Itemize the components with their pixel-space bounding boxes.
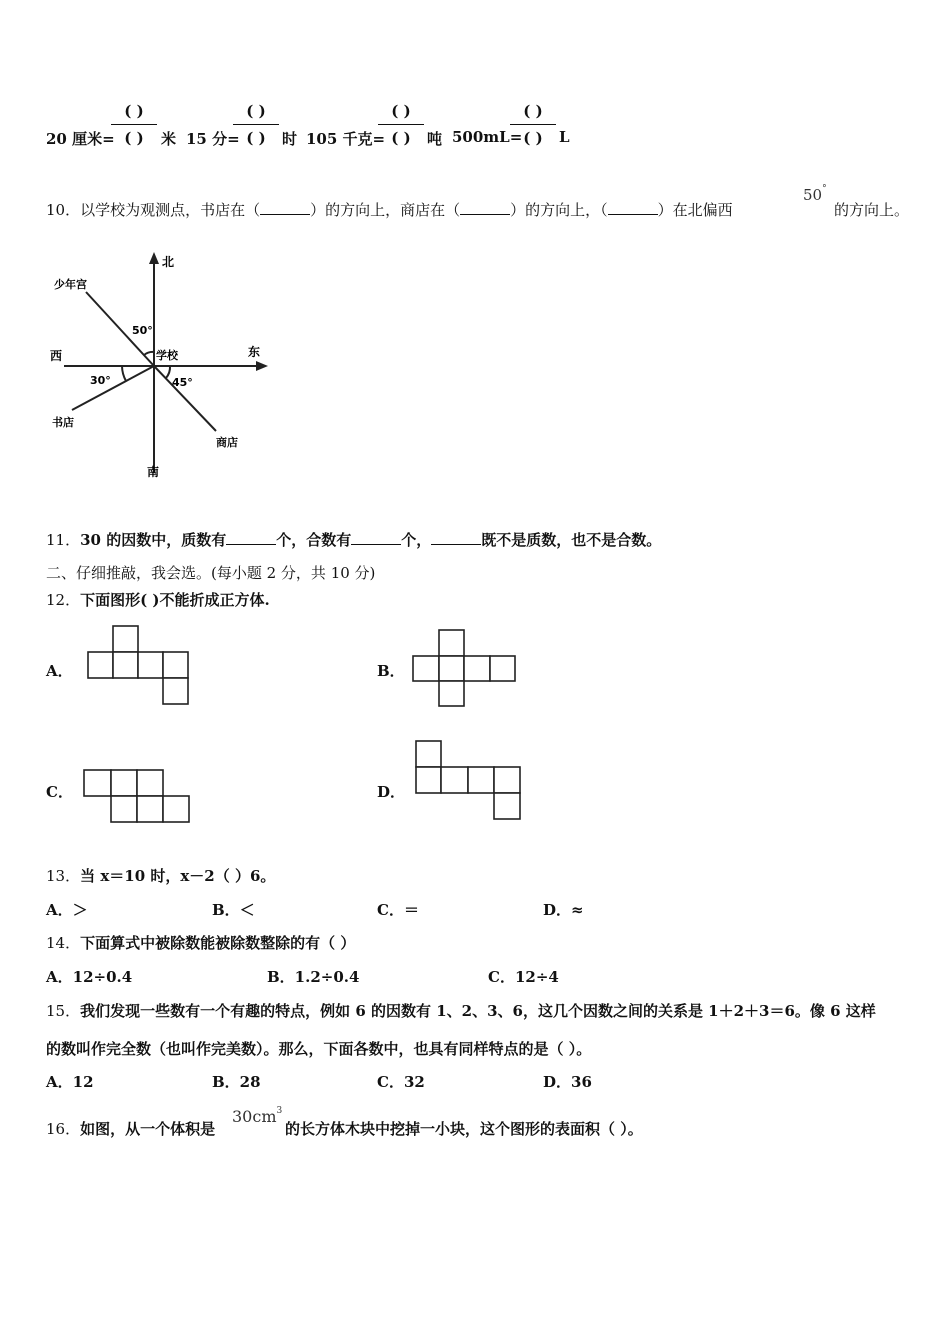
q14-option-c[interactable]: C．12÷4 [488,968,559,986]
q10-blank-2[interactable] [460,202,510,215]
q9-item-1-fraction [111,100,157,149]
label-east: 东 [248,345,261,359]
label-youth-palace: 少年宫 [54,278,87,291]
q10-part1: 以学校为观测点，书店在（ [80,201,261,219]
q9-item-4-numerator[interactable]: ( ) [523,102,543,120]
q10-angle-value: 50 [803,186,823,204]
label-angle-30: 30° [90,374,111,387]
q9-item-4-lhs: 500mL= [452,128,523,146]
q12-option-b-label[interactable]: B． [377,662,405,680]
label-north: 北 [162,255,175,269]
q11-part4: 既不是质数，也不是合数。 [481,531,662,549]
east-arrow-icon [256,361,268,371]
north-arrow-icon [149,252,159,264]
q10-text [46,199,733,220]
q13-option-d[interactable]: D．≈ [543,901,584,919]
q13-option-b[interactable]: B．＜ [212,901,255,919]
q10-part5: 的方向上。 [834,201,910,219]
section-2-heading: 二、仔细推敲，我会选。(每小题 2 分，共 10 分) [46,564,376,582]
q9-item-2-fraction [233,100,279,149]
q9-item-1-unit: 米 [161,130,177,148]
q13-number: 13． [46,867,81,885]
label-school: 学校 [156,349,178,362]
q9-item-4-unit: L [559,128,570,146]
q9-item-2-unit: 时 [282,130,298,148]
q9-item-3-fraction [378,100,424,149]
q12-option-c-label[interactable]: C． [46,783,73,801]
q9-item-3-numerator[interactable]: ( ) [391,102,411,120]
q15-line-1 [46,1000,876,1021]
q15-question-line-1: 我们发现一些数有一个有趣的特点，例如 6 的因数有 1、2、3、6，这几个因数之间的关系是 1＋2＋3＝6。像 6 这样 [80,1002,876,1020]
q10-angle [803,184,827,204]
q16-number: 16． [46,1120,81,1138]
q11-part1: 30 的因数中，质数有 [80,531,227,549]
q12-net-c[interactable] [82,767,194,827]
q12-net-a[interactable] [86,624,194,708]
q9-item-1-numerator[interactable]: ( ) [124,102,144,120]
q15-line-2: 的数叫作完全数（也叫作完美数）。那么，下面各数中，也具有同样特点的是（ ）。 [46,1040,592,1058]
q16-text-start [46,1118,215,1139]
q13-question: 当 x＝10 时，x－2（ ）6。 [80,867,276,885]
q14-option-a[interactable]: A．12÷0.4 [46,968,133,986]
q12-number: 12． [46,591,81,609]
q15-option-a[interactable]: A．12 [46,1073,94,1091]
q15-option-b[interactable]: B．28 [212,1073,261,1091]
q10-blank-3[interactable] [608,202,658,215]
q12-net-b[interactable] [410,628,520,710]
q10-number: 10． [46,201,81,219]
q12-question: 下面图形( )不能折成正方体. [80,591,270,609]
direction-diagram [44,248,274,484]
q16-part1: 如图，从一个体积是 [80,1120,216,1138]
q9-item-2-denominator[interactable]: ( ) [246,129,266,147]
q15-number: 15． [46,1002,81,1020]
q16-volume-value: 30cm [232,1107,277,1126]
q11-part3: 个， [401,531,432,549]
q13-text [46,865,275,886]
q15-option-c[interactable]: C．32 [377,1073,425,1091]
label-angle-50: 50° [132,324,153,337]
q12-net-d[interactable] [413,738,525,824]
q12-option-d-label[interactable]: D． [377,783,406,801]
q15-option-d[interactable]: D．36 [543,1073,592,1091]
q9-item-4-fraction [510,100,556,149]
q11-blank-2[interactable] [351,532,401,545]
label-west: 西 [50,349,63,363]
q16-part2: 的长方体木块中挖掉一小块，这个图形的表面积（ ）。 [285,1120,643,1138]
q14-number: 14． [46,934,81,952]
q16-volume [232,1106,282,1126]
q12-option-a-label[interactable]: A． [46,662,73,680]
q14-option-b[interactable]: B．1.2÷0.4 [267,968,360,986]
q9-item-3-unit: 吨 [427,130,443,148]
q16-volume-exponent: 3 [276,1106,283,1116]
q10-angle-unit: ° [822,184,827,194]
q9-item-4-denominator[interactable]: ( ) [523,129,543,147]
q11-blank-3[interactable] [431,532,481,545]
q11-part2: 个，合数有 [276,531,352,549]
q12-text [46,589,270,610]
q10-part3: ）的方向上，（ [510,201,608,219]
q10-blank-1[interactable] [260,202,310,215]
q11-text [46,529,661,550]
q14-text [46,932,355,953]
q9-item-3-denominator[interactable]: ( ) [391,129,411,147]
q9-item-1-denominator[interactable]: ( ) [124,129,144,147]
label-angle-45: 45° [172,376,193,389]
label-bookstore: 书店 [52,416,74,429]
q13-option-c[interactable]: C．＝ [377,901,419,919]
q13-option-a[interactable]: A．＞ [46,901,88,919]
q10-part4: ）在北偏西 [657,201,733,219]
label-shop: 商店 [216,436,238,449]
q10-part2: ）的方向上，商店在（ [310,201,461,219]
q9-item-1-lhs: 20 厘米= [46,130,115,148]
q9-item-3-lhs: 105 千克= [306,130,386,148]
q14-question: 下面算式中被除数能被除数整除的有（ ） [80,934,356,952]
q11-blank-1[interactable] [226,532,276,545]
q9-item-2-numerator[interactable]: ( ) [246,102,266,120]
label-south: 南 [147,465,160,479]
q9-item-2-lhs: 15 分= [186,130,240,148]
q11-number: 11． [46,531,81,549]
